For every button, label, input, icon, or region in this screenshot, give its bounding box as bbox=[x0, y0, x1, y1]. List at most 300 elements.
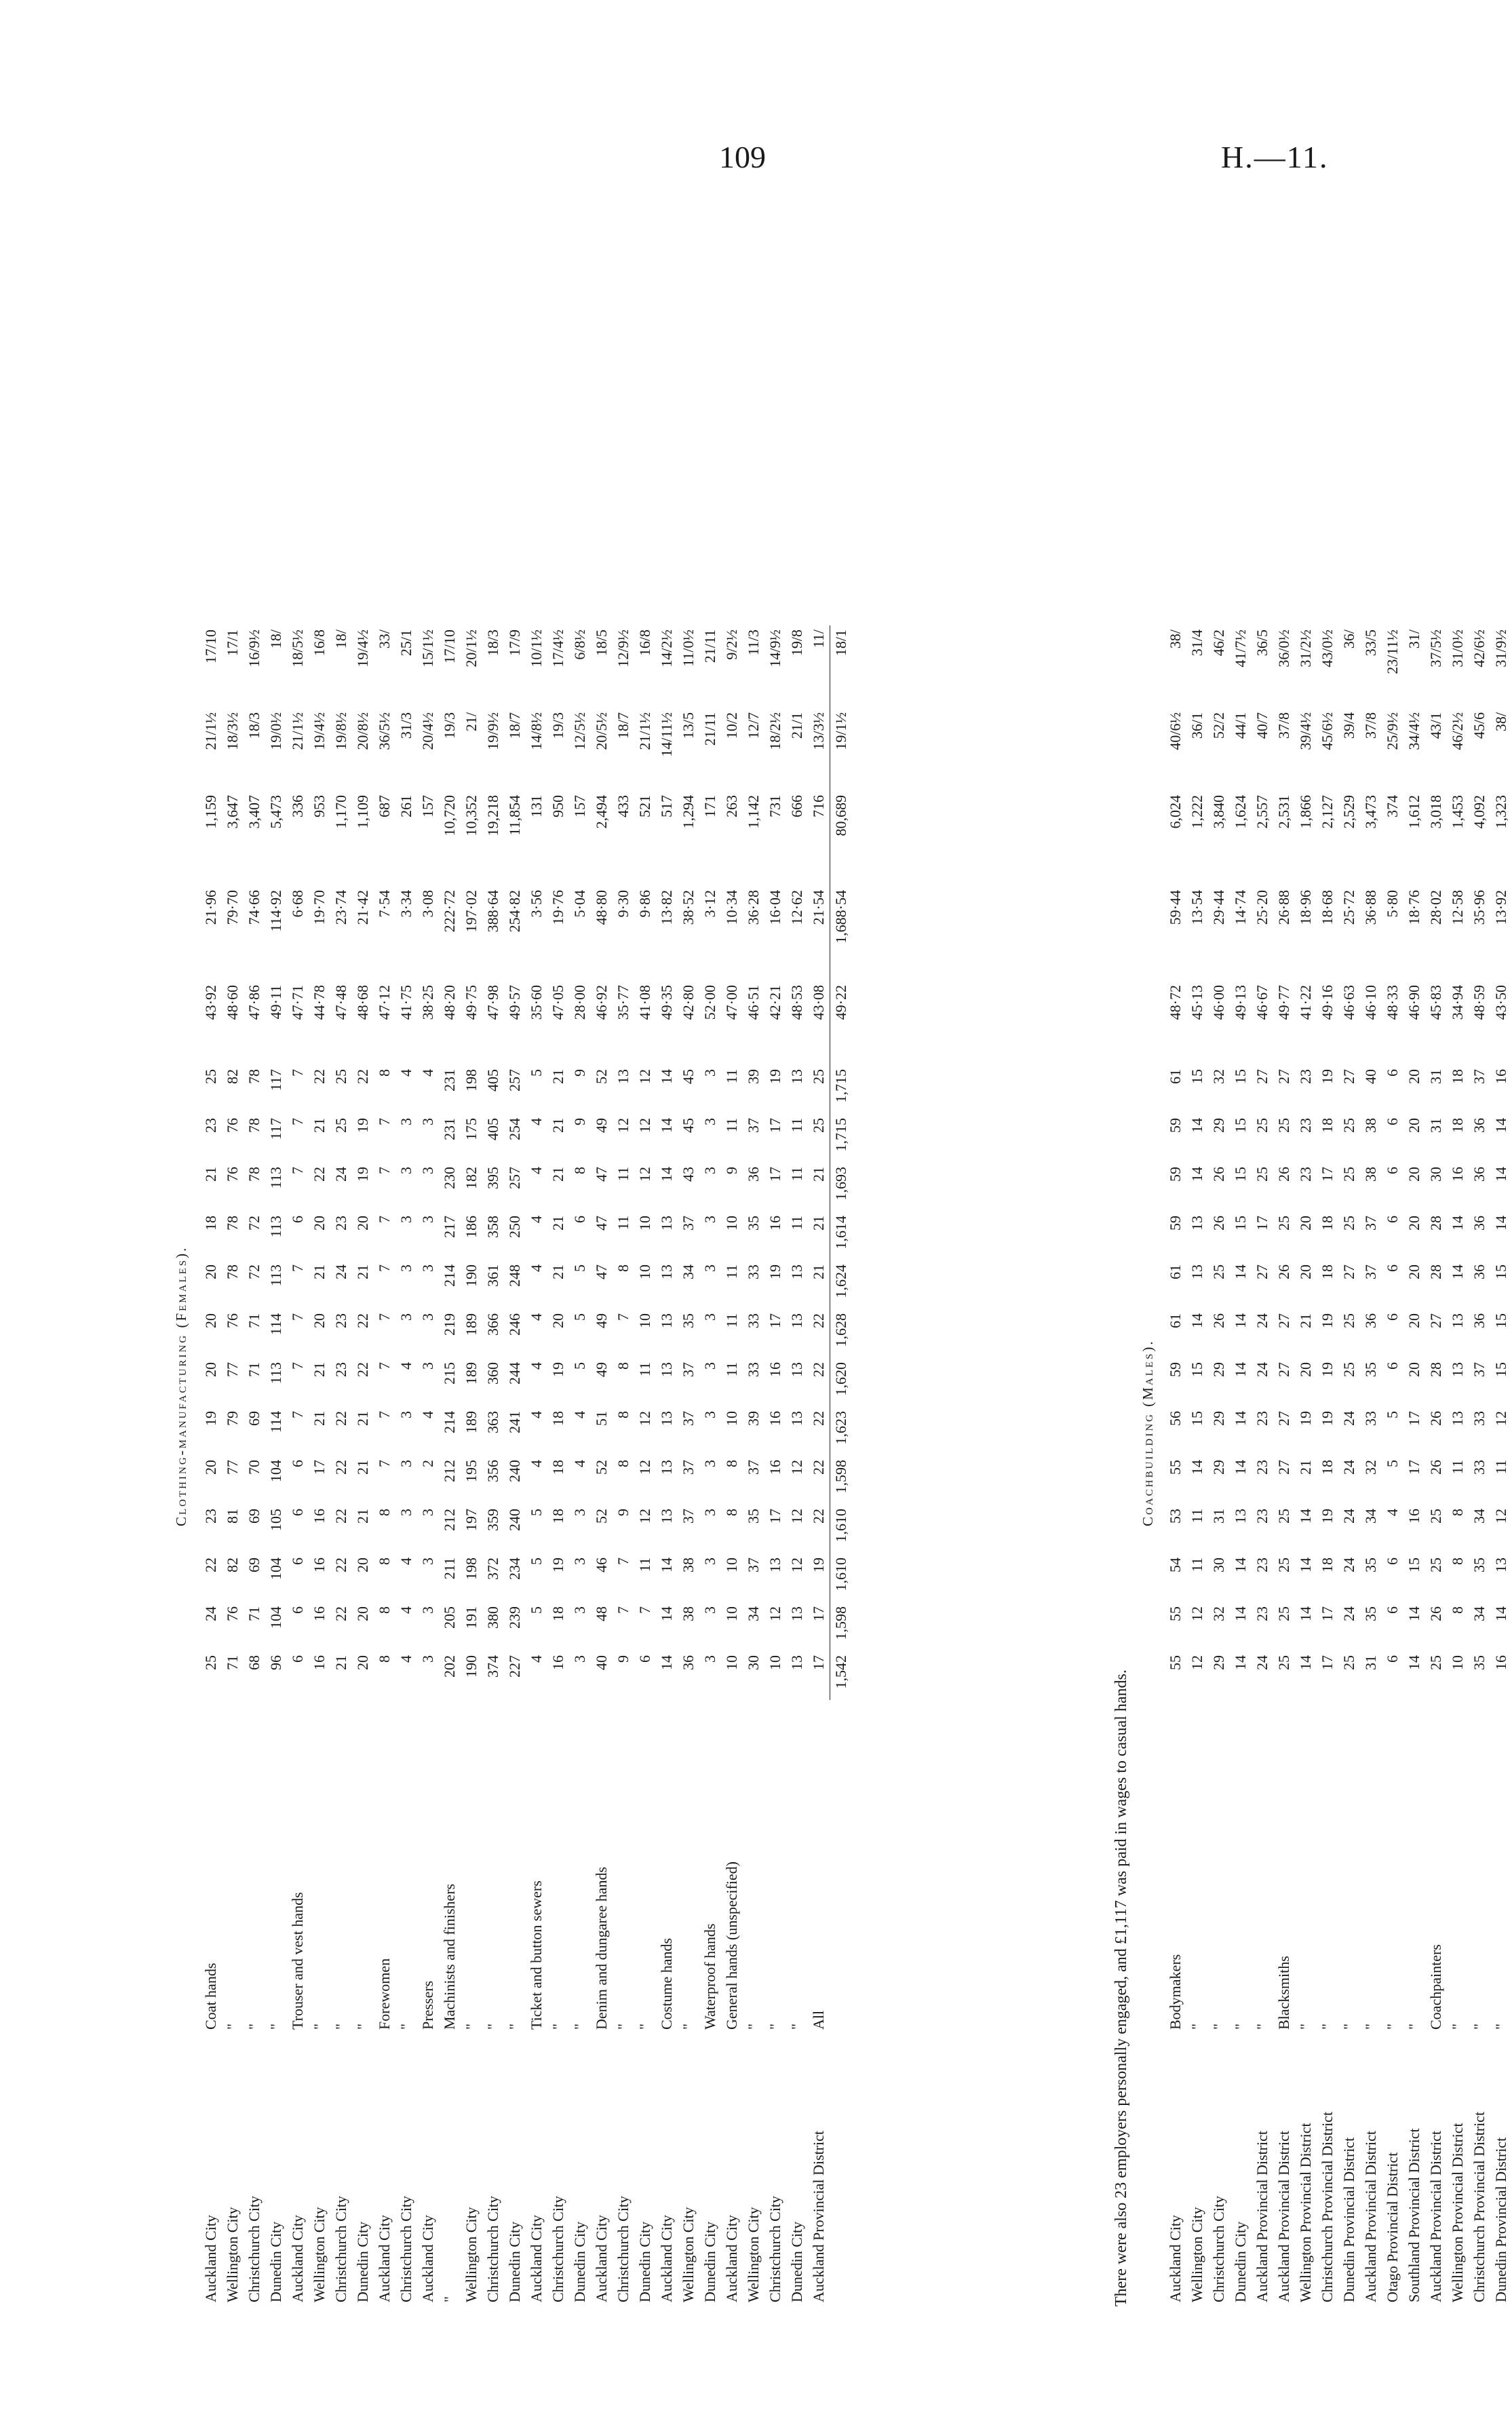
value-cell: 21 bbox=[549, 1216, 566, 1231]
locality-cell: Christchurch City bbox=[1210, 2195, 1227, 2302]
value-cell: 21 bbox=[549, 1069, 566, 1084]
locality-cell: Dunedin City bbox=[636, 2221, 653, 2302]
value-cell: 13 bbox=[658, 1460, 675, 1475]
value-cell: 29·44 bbox=[1210, 890, 1227, 925]
value-cell: 36 bbox=[1471, 1216, 1488, 1231]
value-cell: 215 bbox=[441, 1362, 458, 1385]
table-row bbox=[265, 625, 287, 2306]
value-cell: 39/4 bbox=[1340, 712, 1357, 739]
value-cell: 1,159 bbox=[202, 795, 219, 829]
value-cell: 7 bbox=[376, 1167, 393, 1174]
value-cell: 47·86 bbox=[246, 985, 263, 1020]
value-cell: 47·98 bbox=[484, 985, 501, 1020]
value-cell: 31/3 bbox=[398, 712, 414, 739]
value-cell: 78 bbox=[246, 1069, 263, 1084]
value-cell: 7 bbox=[289, 1313, 306, 1321]
value-cell: 10 bbox=[636, 1264, 653, 1279]
value-cell: 16 bbox=[311, 1655, 328, 1670]
locality-cell: Dunedin City bbox=[788, 2221, 805, 2302]
value-cell: 28 bbox=[1427, 1264, 1444, 1279]
value-cell: 78 bbox=[224, 1216, 241, 1231]
value-cell: 190 bbox=[463, 1264, 480, 1287]
value-cell: 227 bbox=[506, 1655, 523, 1678]
value-cell: 13 bbox=[1188, 1264, 1205, 1279]
value-cell: 17 bbox=[767, 1118, 783, 1133]
value-cell: 46·10 bbox=[1362, 985, 1379, 1020]
value-cell: 4 bbox=[528, 1313, 545, 1321]
value-cell: 3 bbox=[419, 1167, 436, 1174]
value-cell: 214 bbox=[441, 1264, 458, 1287]
value-cell: 3 bbox=[398, 1216, 414, 1223]
value-cell: 3 bbox=[419, 1216, 436, 1223]
value-cell: 35 bbox=[1471, 1655, 1488, 1670]
value-cell: 20 bbox=[1297, 1216, 1314, 1231]
value-cell: 3·34 bbox=[398, 890, 414, 918]
occupation-cell: " bbox=[1449, 2024, 1466, 2030]
table-row bbox=[634, 625, 656, 2306]
table-row bbox=[417, 625, 439, 2306]
value-cell: 240 bbox=[506, 1460, 523, 1482]
value-cell: 31/9½ bbox=[1492, 630, 1509, 668]
value-cell: 46/2 bbox=[1210, 630, 1227, 657]
value-cell: 37 bbox=[680, 1216, 697, 1231]
value-cell: 10 bbox=[723, 1411, 740, 1426]
value-cell: 48·53 bbox=[788, 985, 805, 1020]
value-cell: 20 bbox=[202, 1460, 219, 1475]
value-cell: 13 bbox=[788, 1069, 805, 1084]
value-cell: 20 bbox=[354, 1558, 371, 1572]
value-cell: 7 bbox=[376, 1411, 393, 1418]
value-cell: 25 bbox=[1275, 1558, 1292, 1572]
value-cell: 12 bbox=[636, 1460, 653, 1475]
value-cell: 15 bbox=[1492, 1313, 1509, 1328]
value-cell: 14 bbox=[1232, 1411, 1249, 1426]
value-cell: 114 bbox=[267, 1411, 284, 1433]
value-cell: 70 bbox=[246, 1460, 263, 1475]
value-cell: 217 bbox=[441, 1216, 458, 1238]
table-row bbox=[613, 625, 634, 2306]
occupation-cell: " bbox=[246, 2024, 263, 2030]
value-cell: 41·22 bbox=[1297, 985, 1314, 1020]
value-cell: 24 bbox=[1340, 1606, 1357, 1621]
value-cell: 16 bbox=[1449, 1167, 1466, 1182]
value-cell: 23 bbox=[332, 1216, 349, 1231]
value-cell: 7 bbox=[289, 1411, 306, 1418]
value-cell: 36 bbox=[1471, 1118, 1488, 1133]
value-cell: 55 bbox=[1167, 1655, 1184, 1670]
value-cell: 5 bbox=[571, 1362, 588, 1370]
page-number: 109 bbox=[719, 140, 766, 174]
value-cell: 7 bbox=[289, 1264, 306, 1272]
value-cell: 25 bbox=[1427, 1655, 1444, 1670]
value-cell: 51 bbox=[593, 1411, 610, 1426]
value-cell: 6 bbox=[1384, 1264, 1401, 1272]
value-cell: 40 bbox=[1362, 1069, 1379, 1084]
value-cell: 15 bbox=[1232, 1167, 1249, 1182]
value-cell: 43·92 bbox=[202, 985, 219, 1020]
occupation-cell: " bbox=[1210, 2024, 1227, 2030]
value-cell: 28·00 bbox=[571, 985, 588, 1020]
value-cell: 21·54 bbox=[810, 890, 827, 925]
value-cell: 26 bbox=[1210, 1216, 1227, 1231]
value-cell: 43·08 bbox=[810, 985, 827, 1020]
value-cell: 3 bbox=[419, 1655, 436, 1663]
value-cell: 3 bbox=[701, 1362, 718, 1370]
value-cell: 4 bbox=[528, 1460, 545, 1467]
occupation-cell: " bbox=[1340, 2024, 1357, 2030]
value-cell: 18/ bbox=[267, 630, 284, 649]
value-cell: 3·56 bbox=[528, 890, 545, 918]
value-cell: 10 bbox=[767, 1655, 783, 1670]
value-cell: 3 bbox=[701, 1460, 718, 1467]
table-row bbox=[1208, 625, 1230, 2306]
value-cell: 25 bbox=[1427, 1558, 1444, 1572]
value-cell: 14 bbox=[1188, 1167, 1205, 1182]
value-cell: 21 bbox=[549, 1167, 566, 1182]
value-cell: 24 bbox=[1340, 1460, 1357, 1475]
value-cell: 14 bbox=[1492, 1118, 1509, 1133]
locality-cell: Auckland City bbox=[419, 2215, 436, 2302]
value-cell: 19/3 bbox=[549, 712, 566, 739]
value-cell: 16·04 bbox=[767, 890, 783, 925]
value-cell: 14 bbox=[658, 1655, 675, 1670]
locality-cell: Christchurch City bbox=[615, 2195, 632, 2302]
value-cell: 13 bbox=[1188, 1216, 1205, 1231]
value-cell: 3 bbox=[701, 1167, 718, 1174]
value-cell: 24 bbox=[332, 1264, 349, 1279]
value-cell: 189 bbox=[463, 1362, 480, 1385]
table-row bbox=[1230, 625, 1252, 2306]
value-cell: 7·54 bbox=[376, 890, 393, 918]
occupation-cell: Ticket and button sewers bbox=[528, 1880, 545, 2030]
value-cell: 20 bbox=[202, 1264, 219, 1279]
value-cell: 6 bbox=[289, 1655, 306, 1663]
value-cell: 12 bbox=[636, 1069, 653, 1084]
value-cell: 36/1 bbox=[1188, 712, 1205, 739]
value-cell: 21 bbox=[354, 1460, 371, 1475]
value-cell: 37 bbox=[680, 1460, 697, 1475]
value-cell: 25 bbox=[1210, 1264, 1227, 1279]
value-cell: 12 bbox=[636, 1411, 653, 1426]
value-cell: 13·54 bbox=[1188, 890, 1205, 925]
value-cell: 6 bbox=[1384, 1118, 1401, 1125]
value-cell: 46 bbox=[593, 1558, 610, 1572]
value-cell: 49 bbox=[593, 1118, 610, 1133]
value-cell: 40 bbox=[593, 1655, 610, 1670]
value-cell: 21 bbox=[332, 1655, 349, 1670]
value-cell: 47 bbox=[593, 1167, 610, 1182]
value-cell: 17/4½ bbox=[549, 630, 566, 668]
value-cell: 9 bbox=[615, 1655, 632, 1663]
value-cell: 104 bbox=[267, 1558, 284, 1580]
value-cell: 198 bbox=[463, 1558, 480, 1580]
value-cell: 14 bbox=[1232, 1313, 1249, 1328]
table-row bbox=[374, 625, 395, 2306]
value-cell: 27 bbox=[1340, 1264, 1357, 1279]
locality-cell: Auckland Provincial District bbox=[1254, 2131, 1271, 2302]
value-cell: 14 bbox=[658, 1558, 675, 1572]
occupation-cell: " bbox=[267, 2024, 284, 2030]
value-cell: 22 bbox=[202, 1558, 219, 1572]
value-cell: 39 bbox=[745, 1069, 762, 1084]
value-cell: 666 bbox=[788, 795, 805, 817]
value-cell: 25 bbox=[202, 1069, 219, 1084]
table-row bbox=[764, 625, 786, 2306]
table-row bbox=[721, 625, 743, 2306]
value-cell: 82 bbox=[224, 1069, 241, 1084]
value-cell: 17/10 bbox=[202, 630, 219, 664]
value-cell: 33/5 bbox=[1362, 630, 1379, 657]
total-cell: 1,610 bbox=[830, 1553, 853, 1602]
table-row bbox=[1165, 625, 1186, 2306]
value-cell: 34 bbox=[680, 1264, 697, 1279]
value-cell: 38·52 bbox=[680, 890, 697, 925]
total-cell: 19/1½ bbox=[830, 708, 853, 791]
value-cell: 21 bbox=[311, 1264, 328, 1279]
value-cell: 231 bbox=[441, 1118, 458, 1140]
value-cell: 14 bbox=[1406, 1606, 1422, 1621]
value-cell: 69 bbox=[246, 1509, 263, 1524]
value-cell: 3,840 bbox=[1210, 795, 1227, 829]
value-cell: 69 bbox=[246, 1558, 263, 1572]
value-cell: 3 bbox=[398, 1167, 414, 1174]
value-cell: 16 bbox=[1492, 1069, 1509, 1084]
value-cell: 37/5½ bbox=[1427, 630, 1444, 668]
value-cell: 12 bbox=[1492, 1411, 1509, 1426]
value-cell: 61 bbox=[1167, 1313, 1184, 1328]
value-cell: 21/11 bbox=[701, 712, 718, 746]
occupation-cell: " bbox=[1471, 2024, 1488, 2030]
locality-cell: Dunedin City bbox=[267, 2221, 284, 2302]
total-cell: 1,688·54 bbox=[830, 886, 853, 981]
value-cell: 52·00 bbox=[701, 985, 718, 1020]
value-cell: 12 bbox=[1188, 1606, 1205, 1621]
value-cell: 18/2½ bbox=[767, 712, 783, 750]
locality-cell: Auckland City bbox=[376, 2215, 393, 2302]
value-cell: 257 bbox=[506, 1167, 523, 1189]
value-cell: 47 bbox=[593, 1264, 610, 1279]
value-cell: 55 bbox=[1167, 1460, 1184, 1475]
value-cell: 14 bbox=[1297, 1655, 1314, 1670]
value-cell: 8 bbox=[615, 1264, 632, 1272]
value-cell: 26 bbox=[1427, 1606, 1444, 1621]
value-cell: 248 bbox=[506, 1264, 523, 1287]
value-cell: 20 bbox=[1406, 1167, 1422, 1182]
value-cell: 38/ bbox=[1492, 712, 1509, 732]
value-cell: 19/4½ bbox=[311, 712, 328, 750]
value-cell: 17 bbox=[1254, 1216, 1271, 1231]
total-cell: 80,689 bbox=[830, 791, 853, 886]
locality-cell: Wellington City bbox=[463, 2207, 480, 2302]
value-cell: 14/11½ bbox=[658, 712, 675, 757]
value-cell: 1,142 bbox=[745, 795, 762, 829]
value-cell: 19 bbox=[767, 1069, 783, 1084]
locality-cell: Wellington City bbox=[1188, 2207, 1205, 2302]
value-cell: 241 bbox=[506, 1411, 523, 1433]
value-cell: 113 bbox=[267, 1362, 284, 1385]
value-cell: 23 bbox=[332, 1313, 349, 1328]
table-row bbox=[591, 625, 613, 2306]
value-cell: 5 bbox=[571, 1264, 588, 1272]
value-cell: 19·76 bbox=[549, 890, 566, 925]
value-cell: 374 bbox=[484, 1655, 501, 1678]
value-cell: 40/6½ bbox=[1167, 712, 1184, 750]
value-cell: 11 bbox=[615, 1216, 632, 1231]
value-cell: 49 bbox=[593, 1362, 610, 1377]
value-cell: 157 bbox=[419, 795, 436, 817]
value-cell: 25/9½ bbox=[1384, 712, 1401, 750]
value-cell: 54 bbox=[1167, 1558, 1184, 1572]
value-cell: 1,453 bbox=[1449, 795, 1466, 829]
value-cell: 19 bbox=[1319, 1362, 1336, 1377]
value-cell: 15 bbox=[1188, 1411, 1205, 1426]
locality-cell: Auckland Provincial District bbox=[1362, 2131, 1379, 2302]
value-cell: 37 bbox=[680, 1509, 697, 1524]
value-cell: 11 bbox=[1188, 1509, 1205, 1524]
value-cell: 356 bbox=[484, 1460, 501, 1482]
locality-cell: Auckland City bbox=[528, 2215, 545, 2302]
value-cell: 18 bbox=[1319, 1558, 1336, 1572]
value-cell: 3 bbox=[701, 1264, 718, 1272]
value-cell: 45/6½ bbox=[1319, 712, 1336, 750]
value-cell: 5,473 bbox=[267, 795, 284, 829]
value-cell: 34 bbox=[1471, 1509, 1488, 1524]
value-cell: 45 bbox=[680, 1069, 697, 1084]
value-cell: 21 bbox=[202, 1167, 219, 1182]
occupation-cell: " bbox=[1254, 2024, 1271, 2030]
value-cell: 17 bbox=[1319, 1167, 1336, 1182]
value-cell: 10 bbox=[723, 1606, 740, 1621]
value-cell: 12·62 bbox=[788, 890, 805, 925]
table-row bbox=[569, 625, 591, 2306]
value-cell: 14 bbox=[1297, 1606, 1314, 1621]
table-row bbox=[395, 625, 417, 2306]
value-cell: 8 bbox=[615, 1362, 632, 1370]
value-cell: 21/1½ bbox=[202, 712, 219, 750]
value-cell: 14 bbox=[1449, 1216, 1466, 1231]
value-cell: 59 bbox=[1167, 1167, 1184, 1182]
value-cell: 21/11 bbox=[701, 630, 718, 663]
value-cell: 22 bbox=[810, 1362, 827, 1377]
value-cell: 18 bbox=[1319, 1216, 1336, 1231]
value-cell: 12/5½ bbox=[571, 712, 588, 750]
value-cell: 22 bbox=[332, 1606, 349, 1621]
value-cell: 38 bbox=[680, 1558, 697, 1572]
value-cell: 198 bbox=[463, 1069, 480, 1091]
value-cell: 261 bbox=[398, 795, 414, 817]
value-cell: 14 bbox=[1492, 1606, 1509, 1621]
value-cell: 230 bbox=[441, 1167, 458, 1189]
locality-cell: Auckland City bbox=[1167, 2215, 1184, 2302]
value-cell: 25 bbox=[1340, 1118, 1357, 1133]
value-cell: 4 bbox=[528, 1167, 545, 1174]
value-cell: 3 bbox=[571, 1558, 588, 1565]
value-cell: 23 bbox=[1254, 1606, 1271, 1621]
value-cell: 113 bbox=[267, 1216, 284, 1238]
value-cell: 361 bbox=[484, 1264, 501, 1287]
locality-cell: Christchurch City bbox=[549, 2195, 566, 2302]
value-cell: 52 bbox=[593, 1509, 610, 1524]
value-cell: 7 bbox=[376, 1460, 393, 1467]
value-cell: 4 bbox=[419, 1411, 436, 1418]
value-cell: 11/ bbox=[810, 630, 827, 649]
value-cell: 219 bbox=[441, 1313, 458, 1336]
value-cell: 21/1½ bbox=[636, 712, 653, 750]
locality-cell: Christchurch City bbox=[484, 2195, 501, 2302]
value-cell: 222·72 bbox=[441, 890, 458, 933]
occupation-cell: " bbox=[354, 2024, 371, 2030]
value-cell: 263 bbox=[723, 795, 740, 817]
value-cell: 25 bbox=[1340, 1167, 1357, 1182]
value-cell: 19 bbox=[1319, 1411, 1336, 1426]
value-cell: 10 bbox=[1449, 1655, 1466, 1670]
value-cell: 6·68 bbox=[289, 890, 306, 918]
value-cell: 37 bbox=[1471, 1069, 1488, 1084]
value-cell: 25 bbox=[810, 1118, 827, 1133]
value-cell: 11,854 bbox=[506, 795, 523, 836]
locality-cell: Wellington City bbox=[680, 2207, 697, 2302]
value-cell: 3 bbox=[398, 1411, 414, 1418]
value-cell: 7 bbox=[289, 1167, 306, 1174]
value-cell: 16/9½ bbox=[246, 630, 263, 668]
value-cell: 244 bbox=[506, 1362, 523, 1385]
locality-cell: Christchurch City bbox=[767, 2195, 783, 2302]
value-cell: 21 bbox=[549, 1118, 566, 1133]
value-cell: 77 bbox=[224, 1362, 241, 1377]
value-cell: 3 bbox=[571, 1509, 588, 1516]
table-row bbox=[1273, 625, 1295, 2306]
value-cell: 18/ bbox=[332, 630, 349, 649]
total-cell: 18/1 bbox=[830, 625, 853, 708]
value-cell: 25 bbox=[1254, 1118, 1271, 1133]
value-cell: 372 bbox=[484, 1558, 501, 1580]
value-cell: 10,352 bbox=[463, 795, 480, 836]
value-cell: 20 bbox=[1406, 1069, 1422, 1084]
value-cell: 21 bbox=[311, 1411, 328, 1426]
value-cell: 195 bbox=[463, 1460, 480, 1482]
occupation-cell: Waterproof hands bbox=[701, 1923, 718, 2030]
value-cell: 43/1 bbox=[1427, 712, 1444, 739]
occupation-cell: " bbox=[311, 2024, 328, 2030]
value-cell: 22 bbox=[311, 1069, 328, 1084]
locality-cell: Auckland Provincial District bbox=[1427, 2131, 1444, 2302]
total-cell: 1,610 bbox=[830, 1505, 853, 1553]
value-cell: 17 bbox=[1406, 1460, 1422, 1475]
value-cell: 7 bbox=[289, 1362, 306, 1370]
value-cell: 48·72 bbox=[1167, 985, 1184, 1020]
value-cell: 35 bbox=[745, 1509, 762, 1524]
value-cell: 1,612 bbox=[1406, 795, 1422, 829]
value-cell: 49 bbox=[593, 1313, 610, 1328]
value-cell: 20/1½ bbox=[463, 630, 480, 668]
value-cell: 19 bbox=[202, 1411, 219, 1426]
value-cell: 36 bbox=[680, 1655, 697, 1670]
value-cell: 1,323 bbox=[1492, 795, 1509, 829]
value-cell: 21 bbox=[810, 1264, 827, 1279]
value-cell: 55 bbox=[1167, 1606, 1184, 1621]
value-cell: 37 bbox=[745, 1118, 762, 1133]
value-cell: 4 bbox=[398, 1558, 414, 1565]
value-cell: 24 bbox=[332, 1167, 349, 1182]
value-cell: 8 bbox=[1449, 1606, 1466, 1614]
value-cell: 18 bbox=[1319, 1460, 1336, 1475]
value-cell: 71 bbox=[246, 1313, 263, 1328]
value-cell: 10·34 bbox=[723, 890, 740, 925]
table-row bbox=[309, 625, 330, 2306]
value-cell: 14 bbox=[1188, 1460, 1205, 1475]
value-cell: 36/5 bbox=[1254, 630, 1271, 657]
table-row bbox=[678, 625, 699, 2306]
